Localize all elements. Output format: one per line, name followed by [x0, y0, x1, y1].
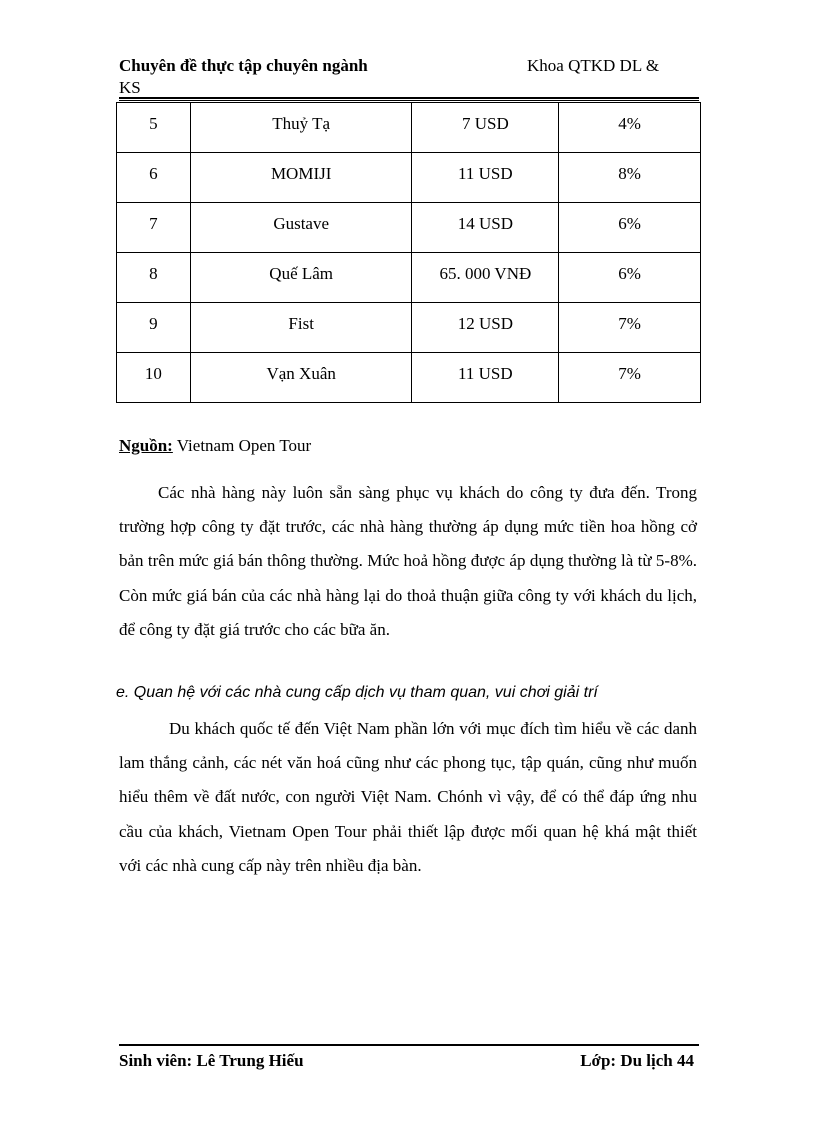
section-heading-e: e. Quan hệ với các nhà cung cấp dịch vụ tham quan, vui chơi giải trí	[116, 684, 598, 701]
cell-stt: 6	[117, 153, 191, 203]
header-rule-thin	[119, 100, 699, 101]
table-row	[117, 253, 701, 303]
cell-name: Gustave	[190, 203, 412, 253]
cell-name: Vạn Xuân	[190, 353, 412, 403]
restaurant-table	[116, 102, 701, 403]
table-row	[117, 103, 701, 153]
table-row	[117, 303, 701, 353]
source-value: Vietnam Open Tour	[172, 436, 312, 455]
header-department-continued: KS	[119, 78, 141, 97]
cell-price: 65. 000 VNĐ	[412, 253, 559, 303]
table-row	[117, 353, 701, 403]
header-rule	[119, 97, 699, 99]
cell-price: 7 USD	[412, 103, 559, 153]
cell-rate: 8%	[559, 153, 701, 203]
page-header	[119, 55, 699, 99]
cell-stt: 7	[117, 203, 191, 253]
paragraph-attractions: Du khách quốc tế đến Việt Nam phần lớn với mục đích tìm hiểu về các danh lam thắng cảnh, các nét văn hoá cũng như các phong tục, tập quán, cũng như muốn hiểu thêm về đất nước, con người Việt Nam. Chónh vì vậy, để có thể đáp ứng nhu cầu của khách, Vietnam Open Tour phải thiết lập được mối quan hệ khá mật thiết với các nhà cung cấp này trên nhiều địa bàn.	[119, 719, 697, 875]
cell-name: Quế Lâm	[190, 253, 412, 303]
header-department: Khoa QTKD DL &	[527, 56, 660, 75]
cell-rate: 7%	[559, 303, 701, 353]
table-row	[117, 203, 701, 253]
cell-price: 12 USD	[412, 303, 559, 353]
cell-price: 14 USD	[412, 203, 559, 253]
page-footer	[119, 1050, 694, 1072]
cell-name: MOMIJI	[190, 153, 412, 203]
source-line	[119, 435, 311, 457]
footer-student: Sinh viên: Lê Trung Hiếu	[119, 1051, 304, 1070]
cell-rate: 4%	[559, 103, 701, 153]
cell-rate: 6%	[559, 253, 701, 303]
cell-name: Fist	[190, 303, 412, 353]
cell-price: 11 USD	[412, 153, 559, 203]
header-title: Chuyên đề thực tập chuyên ngành	[119, 56, 368, 75]
source-label: Nguồn:	[119, 436, 173, 455]
footer-class: Lớp: Du lịch 44	[580, 1051, 694, 1070]
cell-price: 11 USD	[412, 353, 559, 403]
cell-stt: 8	[117, 253, 191, 303]
cell-stt: 10	[117, 353, 191, 403]
table-row	[117, 153, 701, 203]
paragraph-restaurants: Các nhà hàng này luôn sẵn sàng phục vụ khách do công ty đưa đến. Trong trường hợp công ty đặt trước, các nhà hàng thường áp dụng mức tiền hoa hồng cở bản trên mức giá bán thông thường. Mức hoả hồng được áp dụng thường là từ 5-8%. Còn mức giá bán của các nhà hàng lại do thoả thuận giữa công ty với khách du lịch, để công ty đặt giá trước cho các bữa ăn.	[119, 483, 697, 639]
cell-stt: 9	[117, 303, 191, 353]
cell-name: Thuỷ Tạ	[190, 103, 412, 153]
cell-rate: 6%	[559, 203, 701, 253]
footer-rule	[119, 1044, 699, 1046]
cell-rate: 7%	[559, 353, 701, 403]
cell-stt: 5	[117, 103, 191, 153]
